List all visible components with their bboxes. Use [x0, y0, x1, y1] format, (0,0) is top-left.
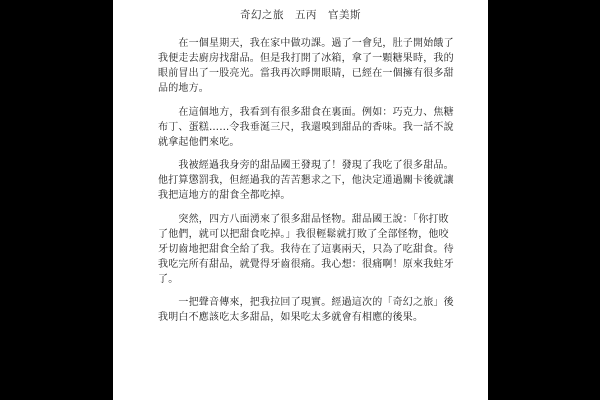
text-line: 布丁、蛋糕……令我垂涎三尺，我還嗅到甜品的香味。我一話不說 — [158, 121, 454, 133]
paragraph-1 — [158, 36, 458, 96]
text-line: 在一個星期天，我在家中做功課。過了一會兒，肚子開始餓了 — [158, 38, 454, 49]
text-line: 眼前冒出了一股亮光。當我再次睜開眼睛，已經在一個擁有很多甜 — [158, 68, 454, 79]
paragraph-3 — [158, 158, 458, 203]
document-page — [113, 0, 488, 400]
text-line: 牙切齒地把甜食全給了我。我待在了這裏兩天，只為了吃甜食。待 — [158, 243, 454, 255]
text-line: 就拿起他們來吃。 — [158, 136, 240, 148]
text-line: 在這個地方，我看到有很多甜食在裏面。例如：巧克力、焦糖 — [158, 106, 454, 118]
text-line: 我吃完所有甜品，就覺得牙齒很痛。我心想：很痛啊！原來我蛀牙 — [158, 258, 454, 270]
text-line: 了。 — [158, 273, 179, 285]
text-line: 一把聲音傳來，把我拉回了現實。經過這次的「奇幻之旅」後 — [158, 297, 454, 308]
text-line: 品的地方。 — [158, 83, 209, 94]
document-body — [158, 36, 458, 334]
text-line: 了他們，就可以把甜食吃掉。」我很輕鬆就打敗了全部怪物，他咬 — [158, 228, 449, 240]
text-line: 他打算懲罰我，但經過我的苦苦懇求之下，他決定通過關卡後就讓 — [158, 175, 454, 186]
text-line: 我把這地方的甜食全都吃掉。 — [158, 190, 291, 201]
paragraph-4 — [158, 212, 458, 287]
text-line: 我便走去廚房找甜品。但是我打開了冰箱，拿了一顆糖果時，我的 — [158, 53, 454, 64]
text-line: 我明白不應該吃太多甜品，如果吃太多就會有相應的後果。 — [158, 312, 424, 323]
paragraph-5 — [158, 295, 458, 325]
paragraph-2 — [158, 105, 458, 150]
document-title: 奇幻之旅 五丙 官美斯 — [240, 9, 361, 21]
text-line: 我被經過我身旁的甜品國王發現了！發現了我吃了很多甜品。 — [158, 160, 454, 171]
text-line: 突然，四方八面湧來了很多甜品怪物。甜品國王說：「你打敗 — [158, 213, 449, 225]
